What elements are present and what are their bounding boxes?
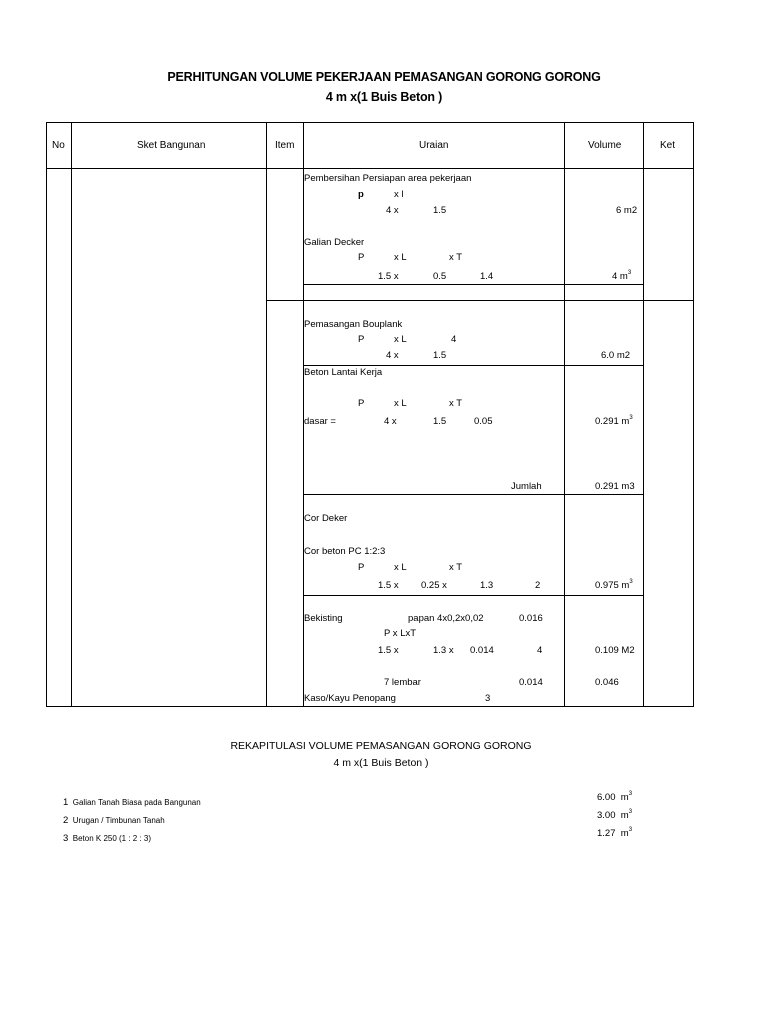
- cell-value: 1.3 x: [433, 645, 454, 656]
- row-cor-label: Cor Deker: [304, 513, 348, 524]
- cell-text: x l: [394, 189, 404, 200]
- jumlah-label: Jumlah: [511, 481, 542, 492]
- row-bek-label: Bekisting: [304, 613, 343, 624]
- row-galian-label: Galian Decker: [304, 237, 365, 248]
- jumlah-volume: 0.291 m3: [595, 481, 635, 492]
- cell-value: 4 x: [386, 205, 399, 216]
- cell-text: P: [358, 334, 365, 345]
- cell-value: 1.5: [433, 416, 447, 427]
- cell-text: x L: [394, 252, 407, 263]
- cell-text: x T: [449, 398, 463, 409]
- row-kaso-label: Kaso/Kayu Penopang: [304, 693, 396, 704]
- header-ket: Ket: [660, 140, 676, 151]
- cell-value: 1.5 x: [378, 271, 399, 282]
- rekap-value: 3.00 $m^3$: [597, 809, 633, 821]
- rekap-value: 6.00 $m^3$: [597, 791, 633, 803]
- row-galian-volume: 4 $m^3$: [612, 270, 632, 282]
- cell-text: p: [358, 189, 364, 200]
- cell-text: x L: [394, 334, 407, 345]
- cell-value: 0.014: [519, 677, 543, 688]
- cell-value: 1.5: [433, 205, 447, 216]
- cell-text: x T: [449, 252, 463, 263]
- list-item: 3 Beton K 250 (1 : 2 : 3): [63, 833, 152, 844]
- cell-text: 4: [451, 334, 457, 345]
- cell-value: 3: [485, 693, 491, 704]
- header-uraian: Uraian: [419, 140, 449, 151]
- cell-value: 1.5 x: [378, 580, 399, 591]
- cell-value: 0.016: [519, 613, 543, 624]
- rekap-value: 1.27 $m^3$: [597, 827, 633, 839]
- cell-value: 4 x: [386, 350, 399, 361]
- list-item: 1 Galian Tanah Biasa pada Bangunan: [63, 797, 201, 808]
- cell-text: 7 lembar: [384, 677, 421, 688]
- cell-text: x L: [394, 562, 407, 573]
- cell-value: 1.5: [433, 350, 447, 361]
- cell-value: 0.25 x: [421, 580, 447, 591]
- cell-text: dasar =: [304, 416, 336, 427]
- cell-value: 2: [535, 580, 541, 591]
- row-cor-volume: 0.975 $m^3$: [595, 579, 633, 591]
- row-pembersihan-label: Pembersihan Persiapan area pekerjaan: [304, 173, 472, 184]
- header-no: No: [52, 140, 65, 151]
- row-bouplank-volume: 6.0 m2: [601, 350, 631, 361]
- cell-text: x L: [394, 398, 407, 409]
- cell-value: 0.046: [595, 677, 619, 688]
- row-lantai-label: Beton Lantai Kerja: [304, 367, 383, 378]
- header-volume: Volume: [588, 140, 622, 151]
- cell-text: P x LxT: [384, 628, 417, 639]
- page-subtitle: 4 m x(1 Buis Beton ): [325, 90, 443, 104]
- header-sketch: Sket Bangunan: [137, 140, 206, 151]
- row-bek-volume: 0.109 M2: [595, 645, 635, 656]
- cell-value: 4: [537, 645, 543, 656]
- cell-value: 0.05: [474, 416, 493, 427]
- list-item: 2 Urugan / Timbunan Tanah: [63, 815, 165, 826]
- rekap-subtitle: 4 m x(1 Buis Beton ): [333, 757, 429, 769]
- cell-text: P: [358, 398, 365, 409]
- row-corbeton-label: Cor beton PC 1:2:3: [304, 546, 386, 557]
- cell-value: 1.5 x: [378, 645, 399, 656]
- page-title: PERHITUNGAN VOLUME PEKERJAAN PEMASANGAN GORONG GORONG: [167, 70, 601, 84]
- header-item: Item: [275, 140, 295, 151]
- cell-text: P: [358, 562, 365, 573]
- cell-text: P: [358, 252, 365, 263]
- row-pembersihan-volume: 6 m2: [616, 205, 638, 216]
- cell-value: 1.4: [480, 271, 494, 282]
- cell-value: 4 x: [384, 416, 397, 427]
- cell-text: papan 4x0,2x0,02: [408, 613, 484, 624]
- rekap-title: REKAPITULASI VOLUME PEMASANGAN GORONG GORONG: [230, 740, 532, 752]
- cell-value: 0.5: [433, 271, 447, 282]
- cell-value: 0.014: [470, 645, 494, 656]
- cell-text: x T: [449, 562, 463, 573]
- cell-value: 1.3: [480, 580, 494, 591]
- row-lantai-volume: 0.291 $m^3$: [595, 415, 633, 427]
- row-bouplank-label: Pemasangan Bouplank: [304, 319, 403, 330]
